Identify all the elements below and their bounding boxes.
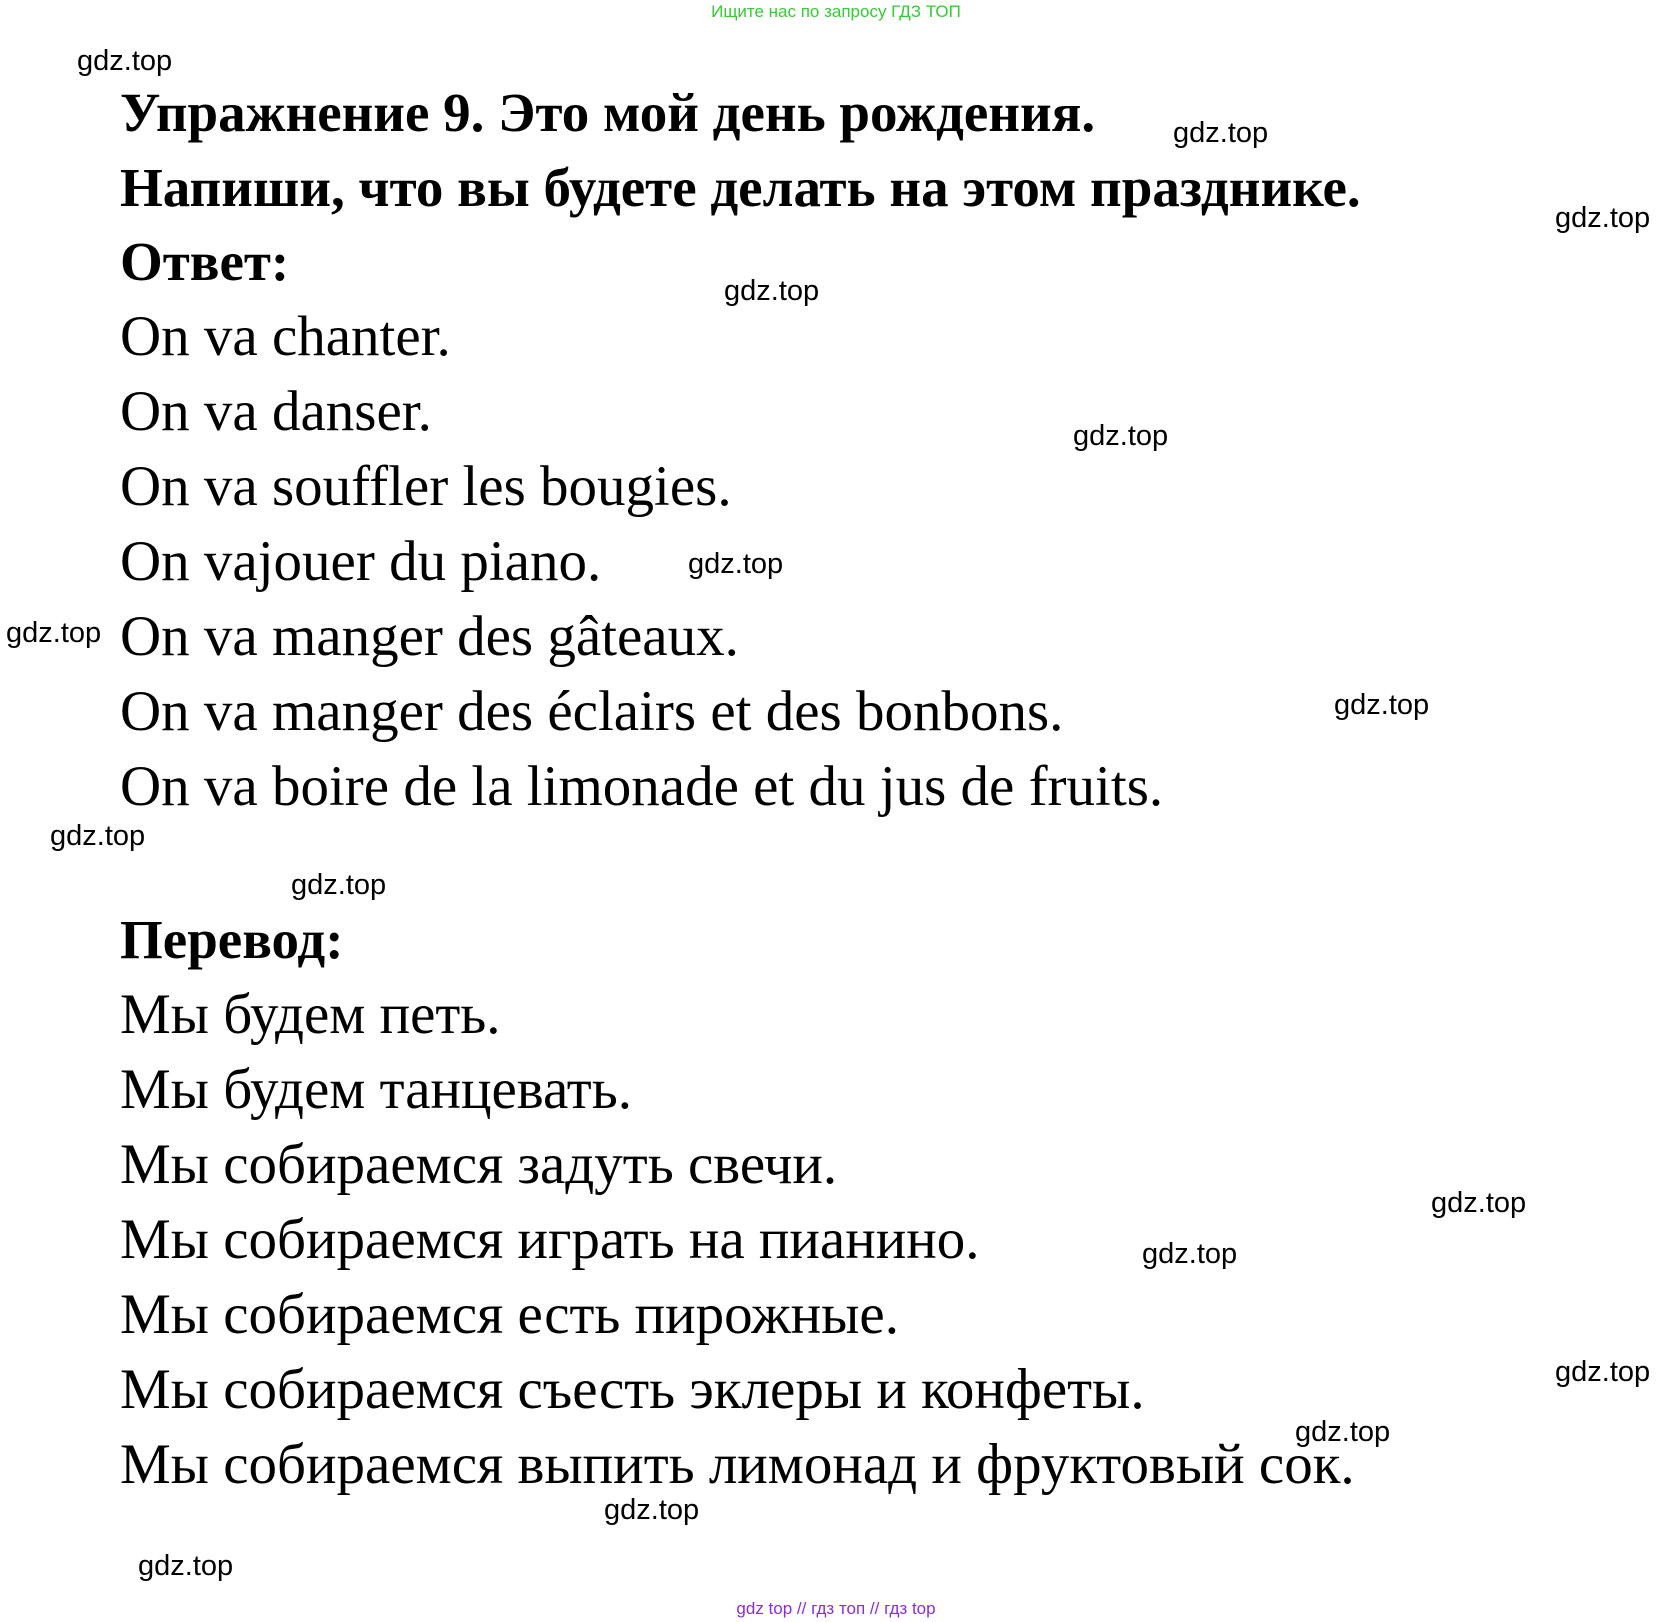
answer-heading: Ответ: (120, 231, 290, 292)
watermark: gdz.top (688, 548, 784, 580)
answer-line: On vajouer du piano. (120, 530, 602, 593)
translation-line: Мы собираемся задуть свечи. (120, 1133, 838, 1196)
answer-line: On va danser. (120, 380, 432, 443)
footer: gdz top // гдз топ // гдз top (736, 1599, 936, 1618)
watermark: gdz.top (1334, 689, 1430, 721)
answer-line: On va souffler les bougies. (120, 455, 732, 518)
watermark: gdz.top (1555, 202, 1651, 234)
watermark: gdz.top (77, 45, 173, 77)
watermark: gdz.top (50, 820, 146, 852)
translation-line: Мы будем петь. (120, 983, 501, 1046)
watermark: gdz.top (138, 1550, 234, 1582)
translation-line: Мы собираемся съесть эклеры и конфеты. (120, 1358, 1145, 1421)
task-text: Напиши, что вы будете делать на этом празднике. (120, 157, 1361, 218)
exercise-title: Упражнение 9. Это мой день рождения. (120, 82, 1096, 143)
watermark: gdz.top (1173, 117, 1269, 149)
answer-line: On va manger des éclairs et des bonbons. (120, 680, 1064, 743)
answer-line: On va manger des gâteaux. (120, 605, 739, 668)
watermark: gdz.top (724, 275, 820, 307)
watermark: gdz.top (604, 1494, 700, 1526)
watermark: gdz.top (291, 869, 387, 901)
watermark: gdz.top (1555, 1356, 1651, 1388)
watermark: gdz.top (6, 617, 102, 649)
answer-line: On va chanter. (120, 305, 451, 368)
watermark: gdz.top (1431, 1187, 1527, 1219)
answer-line: On va boire de la limonade et du jus de fruits. (120, 755, 1164, 818)
top-banner: Ищите нас по запросу ГДЗ ТОП (711, 2, 961, 21)
watermark: gdz.top (1295, 1416, 1391, 1448)
watermark: gdz.top (1073, 420, 1169, 452)
translation-line: Мы будем танцевать. (120, 1058, 632, 1121)
translation-heading: Перевод: (120, 909, 344, 970)
translation-line: Мы собираемся играть на пианино. (120, 1208, 980, 1271)
watermark: gdz.top (1142, 1238, 1238, 1270)
translation-line: Мы собираемся есть пирожные. (120, 1283, 899, 1346)
translation-line: Мы собираемся выпить лимонад и фруктовый сок. (120, 1433, 1355, 1496)
